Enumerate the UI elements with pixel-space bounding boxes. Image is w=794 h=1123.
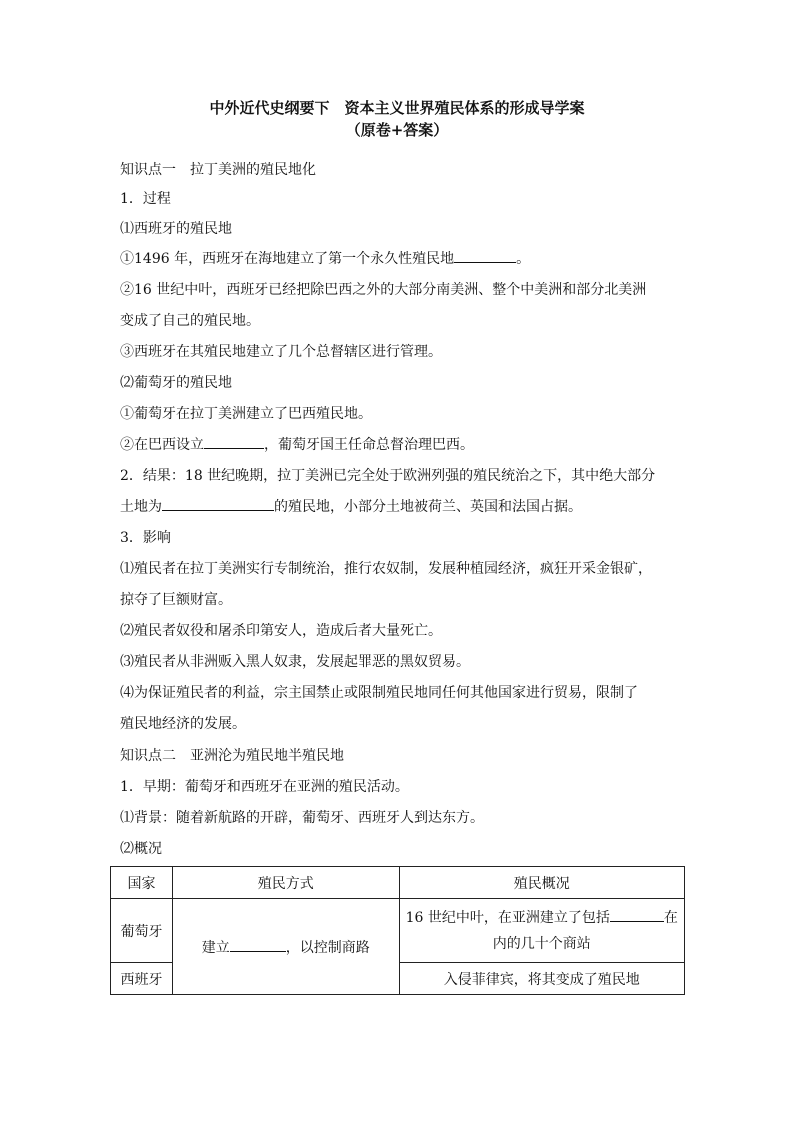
table-header-cell: 殖民方式 (172, 867, 399, 899)
subheading-spain: ⑴西班牙的殖民地 (120, 221, 232, 237)
country-cell: 西班牙 (111, 963, 173, 995)
answer-blank[interactable] (204, 435, 264, 449)
paragraph-result-line2 (120, 497, 680, 517)
section-heading-2: 知识点二 亚洲沦为殖民地半殖民地 (120, 748, 344, 764)
subheading-overview: ⑵概况 (120, 841, 162, 857)
paragraph-impact-4-line1: ⑷为保证殖民者的利益，宗主国禁止或限制殖民地同任何其他国家进行贸易，限制了 (120, 685, 638, 701)
answer-blank[interactable] (162, 497, 274, 511)
paragraph-text: 的殖民地，小部分土地被荷兰、英国和法国占据。 (274, 499, 582, 515)
answer-blank[interactable] (230, 938, 286, 952)
subheading-early: 1．早期：葡萄牙和西班牙在亚洲的殖民活动。 (120, 779, 409, 795)
paragraph-background: ⑴背景：随着新航路的开辟，葡萄牙、西班牙人到达东方。 (120, 810, 484, 826)
table-header-cell: 国家 (111, 867, 173, 899)
paragraph-impact-4-line2: 殖民地经济的发展。 (120, 716, 246, 732)
subheading-impact: 3．影响 (120, 530, 171, 546)
paragraph-impact-1-line1: ⑴殖民者在拉丁美洲实行专制统治，推行农奴制，发展种植园经济，疯狂开采金银矿， (120, 561, 652, 577)
status-cell (399, 899, 684, 963)
paragraph-impact-1-line2: 掠夺了巨额财富。 (120, 592, 232, 608)
cell-text: 在 (663, 909, 678, 926)
cell-text: 16 世纪中叶，在亚洲建立了包括 (405, 909, 610, 926)
table-header-cell: 殖民概况 (399, 867, 684, 899)
table-header-row (111, 867, 685, 899)
paragraph-result-line1: 2．结果：18 世纪晚期，拉丁美洲已完全处于欧洲列强的殖民统治之下，其中绝大部分 (120, 468, 656, 484)
paragraph-text: 。 (516, 251, 531, 267)
subheading-portugal: ⑵葡萄牙的殖民地 (120, 375, 232, 391)
document-subtitle: （原卷+答案） (345, 121, 449, 139)
answer-blank[interactable] (454, 249, 516, 263)
colonial-overview-table (110, 866, 685, 995)
cell-text: 建立 (201, 939, 230, 956)
paragraph-spain-2-line1: ②16 世纪中叶，西班牙已经把除巴西之外的大部分南美洲、整个中美洲和部分北美洲 (120, 282, 647, 298)
paragraph-impact-3: ⑶殖民者从非洲贩入黑人奴隶，发展起罪恶的黑奴贸易。 (120, 654, 470, 670)
status-cell: 入侵菲律宾，将其变成了殖民地 (399, 963, 684, 995)
paragraph-portugal-1: ①葡萄牙在拉丁美洲建立了巴西殖民地。 (120, 406, 372, 422)
answer-blank[interactable] (610, 908, 664, 922)
paragraph-spain-1 (120, 249, 680, 269)
paragraph-text: 土地为 (120, 499, 162, 515)
subheading-process: 1．过程 (120, 191, 171, 207)
paragraph-text: ②在巴西设立 (120, 437, 204, 453)
section-heading-1: 知识点一 拉丁美洲的殖民地化 (120, 162, 316, 178)
table-row (111, 899, 685, 963)
paragraph-portugal-2 (120, 435, 680, 455)
paragraph-text: ①1496 年，西班牙在海地建立了第一个永久性殖民地 (120, 251, 455, 267)
cell-text: ，以控制商路 (285, 939, 370, 956)
method-cell (172, 899, 399, 995)
paragraph-impact-2: ⑵殖民者奴役和屠杀印第安人，造成后者大量死亡。 (120, 623, 442, 639)
country-cell: 葡萄牙 (111, 899, 173, 963)
paragraph-spain-2-line2: 变成了自己的殖民地。 (120, 313, 260, 329)
document-title: 中外近代史纲要下 资本主义世界殖民体系的形成导学案 (209, 99, 585, 117)
paragraph-spain-3: ③西班牙在其殖民地建立了几个总督辖区进行管理。 (120, 344, 442, 360)
cell-text: 内的几十个商站 (492, 935, 591, 952)
paragraph-text: ，葡萄牙国王任命总督治理巴西。 (264, 437, 474, 453)
